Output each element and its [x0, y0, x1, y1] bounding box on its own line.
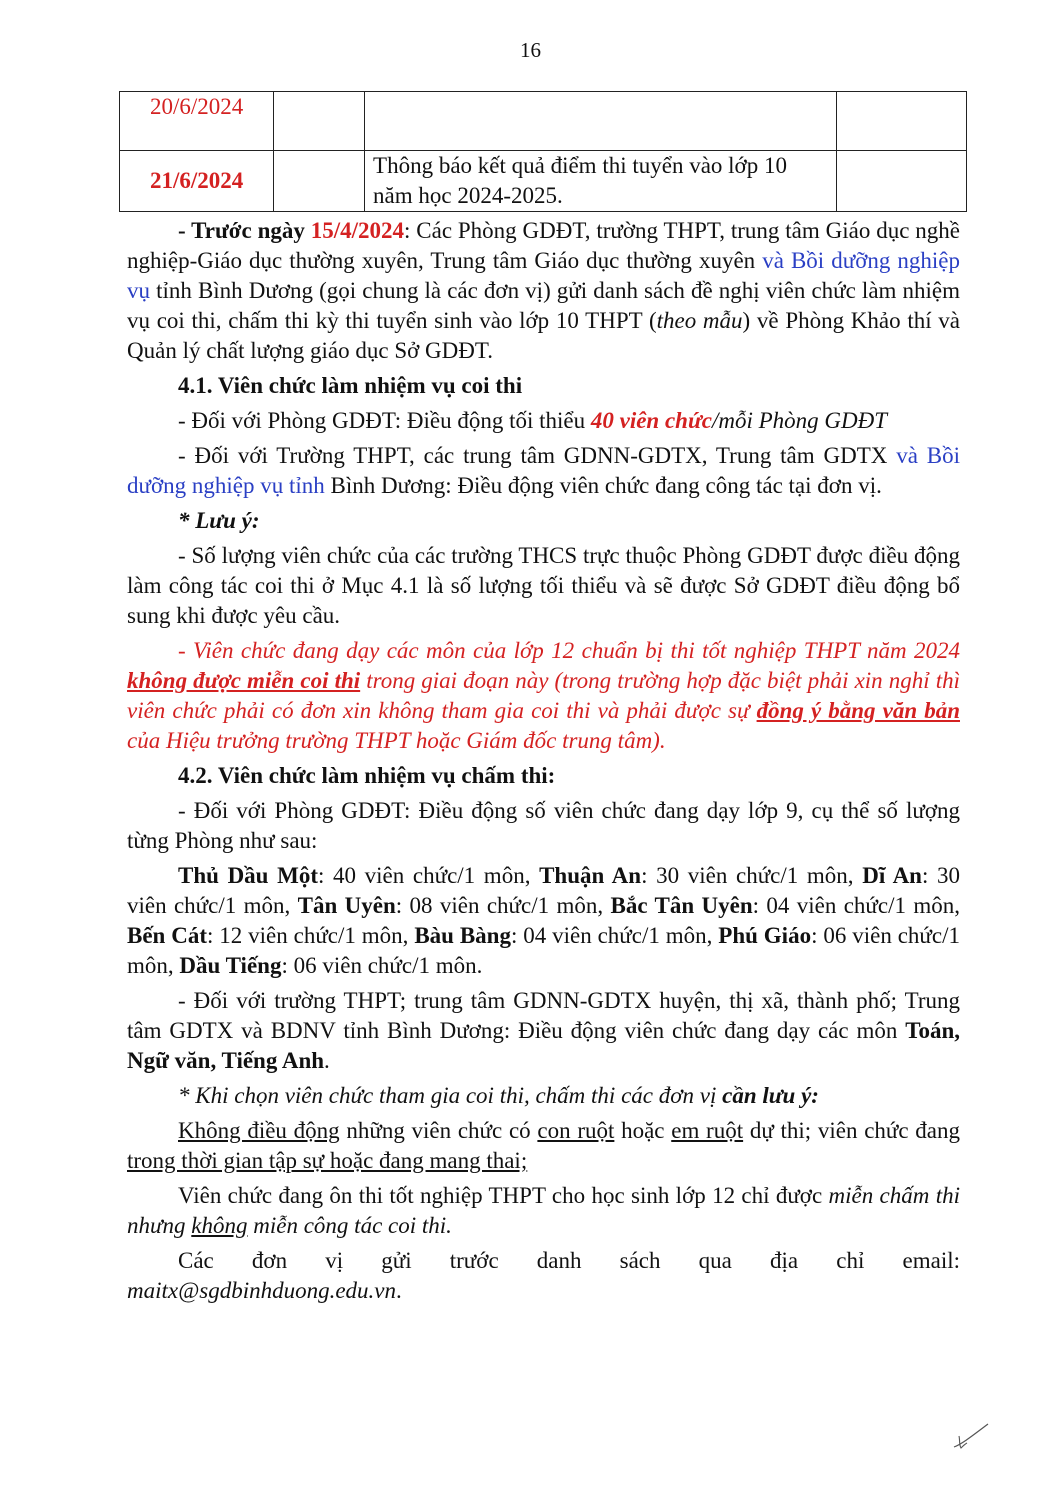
note-item — [127, 1116, 960, 1176]
district-name: Thủ Dầu Một — [178, 863, 318, 888]
intro-text: ) về Phòng Khảo thí và Quản lý chất lượng giáo dục Sở GDĐT. — [127, 308, 961, 363]
table-row — [120, 92, 967, 151]
paragraph-italic: /mỗi Phòng GDĐT — [711, 408, 888, 433]
district-quota: : 08 viên chức/1 môn, — [395, 893, 611, 918]
paragraph-text: * Khi chọn viên chức tham gia coi thi, chấm thi các đơn vị — [178, 1083, 723, 1108]
district-name: Tân Uyên — [297, 893, 396, 918]
page-number: 16 — [520, 38, 541, 62]
paragraph — [127, 441, 960, 501]
district-name: Dầu Tiếng — [179, 953, 282, 978]
paragraph-text: dự thi; viên chức đang — [743, 1118, 961, 1143]
section-heading-4-1: 4.1. Viên chức làm nhiệm vụ coi thi — [178, 373, 523, 398]
email-address-line — [127, 1276, 960, 1306]
underlined-text: Không điều động — [178, 1118, 340, 1143]
district-name: Thuận An — [539, 863, 642, 888]
intro-italic: theo mẫu — [656, 308, 743, 333]
paragraph: - Đối với Phòng GDĐT: Điều động số viên chức đang dạy lớp 9, cụ thể số lượng từng Phòng như sau: — [127, 798, 960, 853]
notes-lead-emphasis: cần lưu ý: — [722, 1083, 819, 1108]
paragraph-text: - Đối với Phòng GDĐT: Điều động tối thiểu — [178, 408, 591, 433]
email-line: Các đơn vị gửi trước danh sách qua địa chỉ email: — [178, 1248, 960, 1273]
paragraph-text: Viên chức đang ôn thi tốt nghiệp THPT cho học sinh lớp 12 chỉ được — [178, 1183, 829, 1208]
paragraph-text: - Viên chức đang dạy các môn của lớp 12 chuẩn bị thi tốt nghiệp THPT năm 2024 — [178, 638, 960, 663]
district-quota: : 04 viên chức/1 môn, — [752, 893, 961, 918]
district-quota: : 06 viên chức/1 môn. — [281, 953, 483, 978]
district-name: Phú Giáo — [718, 923, 812, 948]
paragraph-italic: miễn công tác coi thi. — [247, 1213, 452, 1238]
email-link[interactable]: maitx@sgdbinhduong.edu.vn — [127, 1278, 397, 1303]
paragraph-italic: miễn chấm thi nhưng — [127, 1183, 960, 1238]
intro-text: tỉnh Bình Dương (gọi chung là các đơn vị) gửi danh sách đề nghị viên chức làm nhiệm vụ coi thi, chấm thi kỳ thi tuyển sinh vào lớp 10 THPT ( — [127, 278, 960, 333]
district-quota: : 12 viên chức/1 môn, — [207, 923, 415, 948]
paragraph: - Số lượng viên chức của các trường THCS trực thuộc Phòng GDĐT được điều động làm công tác coi thi ở Mục 4.1 là số lượng tối thiểu và sẽ được Sở GDĐT điều động bổ sung khi được yêu cầu. — [127, 543, 960, 628]
intro-paragraph — [127, 216, 960, 366]
district-name: Bắc Tân Uyên — [610, 893, 753, 918]
district-quota: : 30 viên chức/1 môn, — [127, 863, 961, 918]
district-name: Bến Cát — [127, 923, 207, 948]
paragraph-highlight: và Bồi dưỡng nghiệp vụ tỉnh — [127, 443, 960, 498]
document-body — [127, 216, 960, 1306]
quota-highlight: 40 viên chức — [590, 408, 712, 433]
emphasis-underlined: không được miễn coi thi — [127, 668, 361, 693]
section-heading-4-2: 4.2. Viên chức làm nhiệm vụ chấm thi: — [178, 763, 556, 788]
paragraph-text: của Hiệu trưởng trường THPT hoặc Giám đốc trung tâm). — [127, 728, 666, 753]
emphasis-underlined: đồng ý bằng văn bản — [756, 698, 960, 723]
note-item — [127, 1181, 960, 1241]
district-quota: : 30 viên chức/1 môn, — [641, 863, 863, 888]
warning-paragraph — [127, 636, 960, 756]
paragraph-text: trong giai đoạn này (trong trường hợp đặc biệt phải xin nghỉ thì viên chức phải có đơn xin không tham gia coi thi và phải được sự — [127, 668, 960, 723]
paragraph-text: - Đối với trường THPT; trung tâm GDNN-GDTX huyện, thị xã, thành phố; Trung tâm GDTX và BDNV tỉnh Bình Dương: Điều động viên chức đang dạy các môn — [127, 988, 960, 1043]
paragraph-text: Bình Dương: Điều động viên chức đang công tác tại đơn vị. — [324, 473, 882, 498]
table-cell-empty — [274, 92, 365, 151]
quota-list — [127, 861, 960, 981]
schedule-table — [119, 91, 967, 212]
table-cell-date: 20/6/2024 — [120, 92, 274, 151]
intro-highlight: và Bồi dưỡng nghiệp vụ — [127, 248, 960, 303]
underlined-text: con ruột — [537, 1118, 615, 1143]
underlined-italic: không — [191, 1213, 248, 1238]
district-quota: : 40 viên chức/1 môn, — [317, 863, 540, 888]
table-cell-description — [365, 151, 837, 212]
description-line: Thông báo kết quả điểm thi tuyển vào lớp 10 — [373, 153, 787, 178]
table-cell-description — [365, 92, 837, 151]
underlined-text: trong thời gian tập sự hoặc đang mang thai; — [127, 1148, 528, 1173]
paragraph-text: những viên chức có — [339, 1118, 538, 1143]
note-label — [127, 506, 960, 536]
district-quota: : 04 viên chức/1 môn, — [510, 923, 719, 948]
intro-text: - Trước ngày — [178, 218, 311, 243]
paragraph-text: hoặc — [614, 1118, 672, 1143]
table-cell-empty — [836, 151, 966, 212]
district-quota: : 06 viên chức/1 môn, — [127, 923, 960, 978]
paragraph-text: - Đối với Trường THPT, các trung tâm GDNN-GDTX, Trung tâm GDTX — [178, 443, 897, 468]
notes-lead — [127, 1081, 960, 1111]
paragraph — [127, 986, 960, 1076]
deadline-date: 15/4/2024 — [310, 218, 405, 243]
table-row — [120, 151, 967, 212]
initials-signature-icon — [950, 1420, 994, 1452]
district-name: Dĩ An — [862, 863, 922, 888]
underlined-text: em ruột — [671, 1118, 744, 1143]
table-cell-date: 21/6/2024 — [120, 151, 274, 212]
table-cell-empty — [836, 92, 966, 151]
district-name: Bàu Bàng — [414, 923, 511, 948]
note-label-text: * Lưu ý: — [178, 508, 260, 533]
subjects: Toán, Ngữ văn, Tiếng Anh — [127, 1018, 960, 1073]
description-line: năm học 2024-2025. — [373, 183, 563, 208]
intro-text: : Các Phòng GDĐT, trường THPT, trung tâm Giáo dục nghề nghiệp-Giáo dục thường xuyên, Trung tâm Giáo dục thường xuyên — [127, 218, 960, 273]
paragraph — [127, 406, 960, 436]
paragraph-text: . — [324, 1048, 330, 1073]
table-cell-empty — [274, 151, 365, 212]
paragraph-text: . — [396, 1278, 402, 1303]
